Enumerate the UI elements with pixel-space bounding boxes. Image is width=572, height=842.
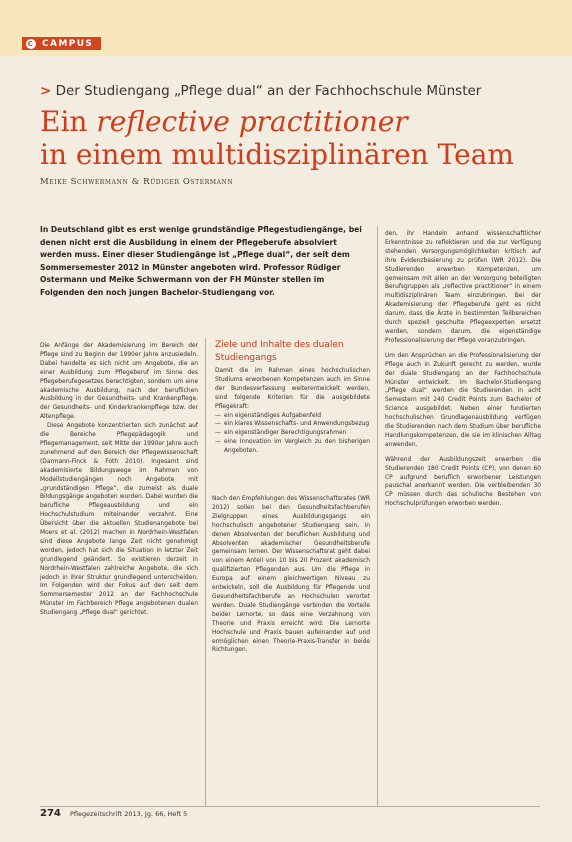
col2-paragraph: Nach den Empfehlungen des Wissenschaftsrates (WR 2012) sollen bei den Gesundheitsfachberufen Zielgruppen eines Ausbildungsgangs ein hochschulisch angebotener Studiengang sein, in denen Absolventen der beruflichen Ausbildung und Absolventen akademischer Gesundheitsberufe gemeinsam lernen. Der Wissenschaftsrat geht dabei von einem Anteil von 10 bis 20 Prozent akademisch qualifizierten Pflegenden aus. Um die Pflege in Europa auf einem gleichwertigen Niveau zu entwickeln, soll die Ausbildung für Pflegende und Gesundheitsfachberufe an Hochschulen verortet werden. Duale Studiengänge verbinden die Vorteile beider Lernorte, so dass eine Verzahnung von Theorie und Praxis erreicht wird. Die Lernorte Hochschule und Praxis bauen aufeinander auf und ermöglichen einen Theorie-Praxis-Transfer in beide Richtungen. [212, 496, 370, 654]
col1-paragraph: Die Anfänge der Akademisierung im Bereich der Pflege sind zu Beginn der 1990er Jahre anzusiedeln. Dabei handelte es sich nicht um Angebote, die an einer Ausbildung zum Pflegeberuf im Sinne des Pflegeberufegesetzes berechtigten, sondern um eine akademische Ausbildung, nach der beruflichen Ausbildung in der Gesundheits- und Krankenpflege, der Gesundheits- und Kinderkrankenpflege bzw. der Altenpflege. [40, 343, 198, 421]
title-line2: in einem multidisziplinären Team [40, 138, 514, 171]
intro-paragraph: In Deutschland gibt es erst wenige grundständige Pflegestudiengänge, bei denen nicht erst die Ausbildung in einem der Pflegeberufe absolviert werden muss. Einer dieser Studiengänge ist „Pflege dual“, der seit dem Sommersemester 2012 in Münster angeboten wird. Professor Rüdiger Ostermann und Meike Schwermann von der FH Münster stellen im Folgenden den noch jungen Bachelor-Studiengang vor. [40, 225, 362, 297]
section-tag [22, 37, 101, 50]
footer-rule [40, 806, 540, 807]
kicker-arrow-icon: > [40, 83, 52, 99]
kicker [40, 83, 481, 99]
col3-paragraph: den, ihr Handeln anhand wissenschaftlicher Erkenntnisse zu reflektieren und die zur Verfügung stehenden Versorgungsmöglichkeiten kritisch auf ihre Evidenzbasierung zu prüfen (WR 2012). Die Studierenden erwerben Kompetenzen, um gemeinsam mit allen an der Versorgung beteiligten Berufsgruppen als „reflective practitioner“ in einem multidisziplinären Team einzubringen. Bei der Akademisierung der Pflegeberufe geht es nicht darum, dass die Ärzte in bestimmten Teilbereichen durch speziell geschulte Pflegeexperten ersetzt werden, sondern darum, die eigenständige Professionalisierung der Pflege voranzubringen. [385, 231, 541, 344]
column-divider [377, 226, 378, 806]
page-number: 274 [40, 808, 61, 819]
list-item: — ein eigenständiges Aufgabenfeld [224, 412, 370, 421]
column-2 [212, 495, 370, 814]
authors: Meike Schwermann & Rüdiger Ostermann [40, 177, 234, 187]
campus-icon: C [27, 39, 35, 48]
goals-list [215, 412, 370, 457]
title-prefix: Ein [40, 105, 97, 138]
column-1 [40, 342, 198, 814]
col3-paragraph: Um den Ansprüchen an die Professionalisierung der Pflege auch in Zukunft gerecht zu werden, wurde der duale Studiengang an der Fachhochschule Münster entwickelt. Im Bachelor-Studiengang „Pflege dual“ werden die Studierenden in acht Semestern mit 240 Credit Points zum Bachelor of Science ausgebildet. Neben einer fundierten hochschulischen Grundlagenausbildung verfügen die Studierenden nach dem Studium über berufliche Handlungskompetenzen, die sie im klinischen Alltag anwenden. [385, 352, 541, 448]
column-divider [205, 338, 206, 806]
title-italic: reflective practitioner [96, 105, 408, 138]
list-item: — ein eigenständiger Berechtigungsrahmen [224, 429, 370, 438]
list-item: — eine Innovation im Vergleich zu den bisherigen Angeboten. [224, 438, 370, 456]
journal-source: Pflegezeitschrift 2013, Jg. 66, Heft 5 [70, 810, 188, 818]
section-label: CAMPUS [42, 38, 94, 49]
kicker-text: Der Studiengang „Pflege dual“ an der Fachhochschule Münster [55, 83, 482, 99]
article-title [40, 105, 540, 171]
subhead: Ziele und Inhalte des dualen Studiengangs [215, 340, 344, 363]
list-item: — ein klares Wissenschafts- und Anwendungsbezug [224, 420, 370, 429]
goals-block [215, 367, 370, 456]
col3-paragraph: Während der Ausbildungszeit erwerben die Studierenden 180 Credit Points (CP), von denen 60 CP aufgrund beruflich erworbener Leistungen pauschal anerkannt werden. Die verbleibenden 30 CP müssen durch das schulische Bestehen von Hochschulprüfungen erworben werden. [385, 456, 541, 508]
goals-intro: Damit die im Rahmen eines hochschulischen Studiums erworbenen Kompetenzen auch im Sinne der Bundesverfassung weiterentwickelt werden, sind folgende Kriterien für die ausgebildete Pflegekraft: [215, 368, 370, 410]
column-3 [385, 230, 541, 814]
col1-paragraph: Diese Angebote konzentrierten sich zunächst auf die Bereiche Pflegepädagogik und Pflegemanagement, seit Mitte der 1990er Jahre auch zunehmend auf den Bereich der Pflegewissenschaft (Darmann-Finck & Foth 2010). Ingesamt sind akademisierte Bildungswege im Rahmen von Modellstudiengängen noch Angebote mit „grundständigen Pflege“, die zumeist als duale Bildungsgänge angeboten wurden. Dabei wurden die berufliche Pflegeausbildung und ein Hochschulstudium miteinander verzahnt. Eine Übersicht über die aktuellen Studienangebote bei Moers et al. (2012) machen in Nordrhein-Westfalen sind diese Angebote lange Zeit nicht genehmigt worden, jedoch hat sich die Situation in letzter Zeit grundlegend geändert. So existieren derzeit in Nordrhein-Westfalen zahlreiche Angebote, die sich jedoch in ihrer Struktur grundlegend unterscheiden. Im Folgenden wird der Fokus auf den seit dem Sommersemester 2012 an der Fachhochschule Münster im Fachbereich Pflege angebotenen dualen Studiengang „Pflege dual“ gerichtet. [40, 423, 198, 617]
